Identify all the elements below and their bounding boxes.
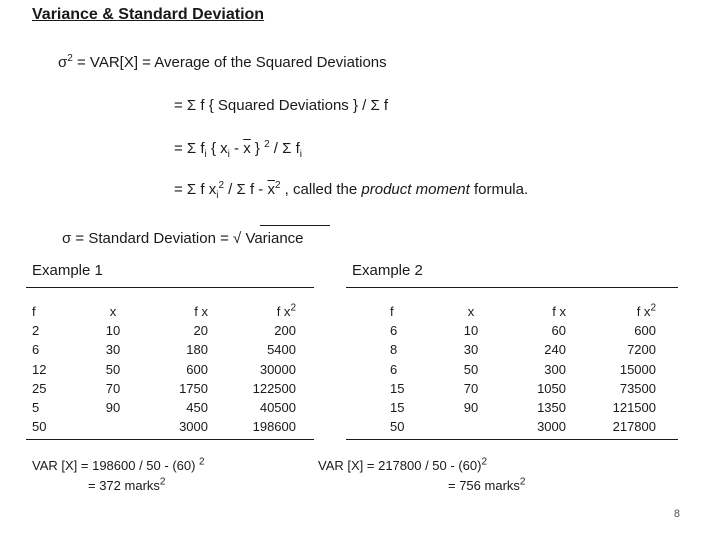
product-moment-formula: = Σ f $x_i^2$ / Σ f - $\overline{x}^2$ , called the product moment formula. — [174, 180, 529, 201]
standard-deviation-definition: σ = Standard Deviation = √ Variance — [62, 230, 304, 247]
example2-table — [346, 287, 678, 440]
example1-variance-result: = 372 marks$^2$ — [88, 476, 166, 493]
example2-col-fx: f x 60 240 300 1050 1350 3000 — [537, 304, 566, 435]
example2-variance-calc: VAR $[X] = 217800 / 50 - (60)^2$ — [318, 456, 487, 473]
example2-heading: Example 2 — [352, 262, 423, 279]
variance-formula-1: = Σ f { Squared Deviations } / Σ f — [174, 97, 389, 114]
example2-variance-result: = 756 marks$^2$ — [448, 476, 526, 493]
example1-col-fx2: f $x^2$ 200 5400 30000 122500 40500 198600 — [252, 302, 296, 435]
example1-heading: Example 1 — [32, 262, 103, 279]
variance-formula-2: = Σ $f_i$ { $x_i - \overline{x}$ } $^2$ / Σ $f_i$ — [174, 139, 302, 160]
variance-definition: $\sigma^2 = VAR[X]$ = Average of the Squared Deviations — [58, 53, 387, 71]
example2-col-f: f 6 8 6 15 15 50 — [390, 304, 405, 435]
example1-col-f: f 2 6 12 25 5 50 — [32, 304, 47, 435]
example1-col-fx: f x 20 180 600 1750 450 3000 — [179, 304, 208, 435]
sqrt-overbar — [260, 225, 330, 226]
page-title: Variance & Standard Deviation — [32, 6, 265, 23]
example1-variance-calc: VAR [X] = 198600 / 50 - (60) $^2$ — [32, 456, 205, 473]
example1-col-x: x 10 30 50 70 90 — [105, 304, 121, 415]
example2-col-fx2: f $x^2$ 600 7200 15000 73500 121500 217800 — [612, 302, 656, 435]
example2-col-x: x 10 30 50 70 90 — [463, 304, 479, 415]
page-number: 8 — [673, 508, 680, 520]
example1-table — [26, 287, 314, 440]
